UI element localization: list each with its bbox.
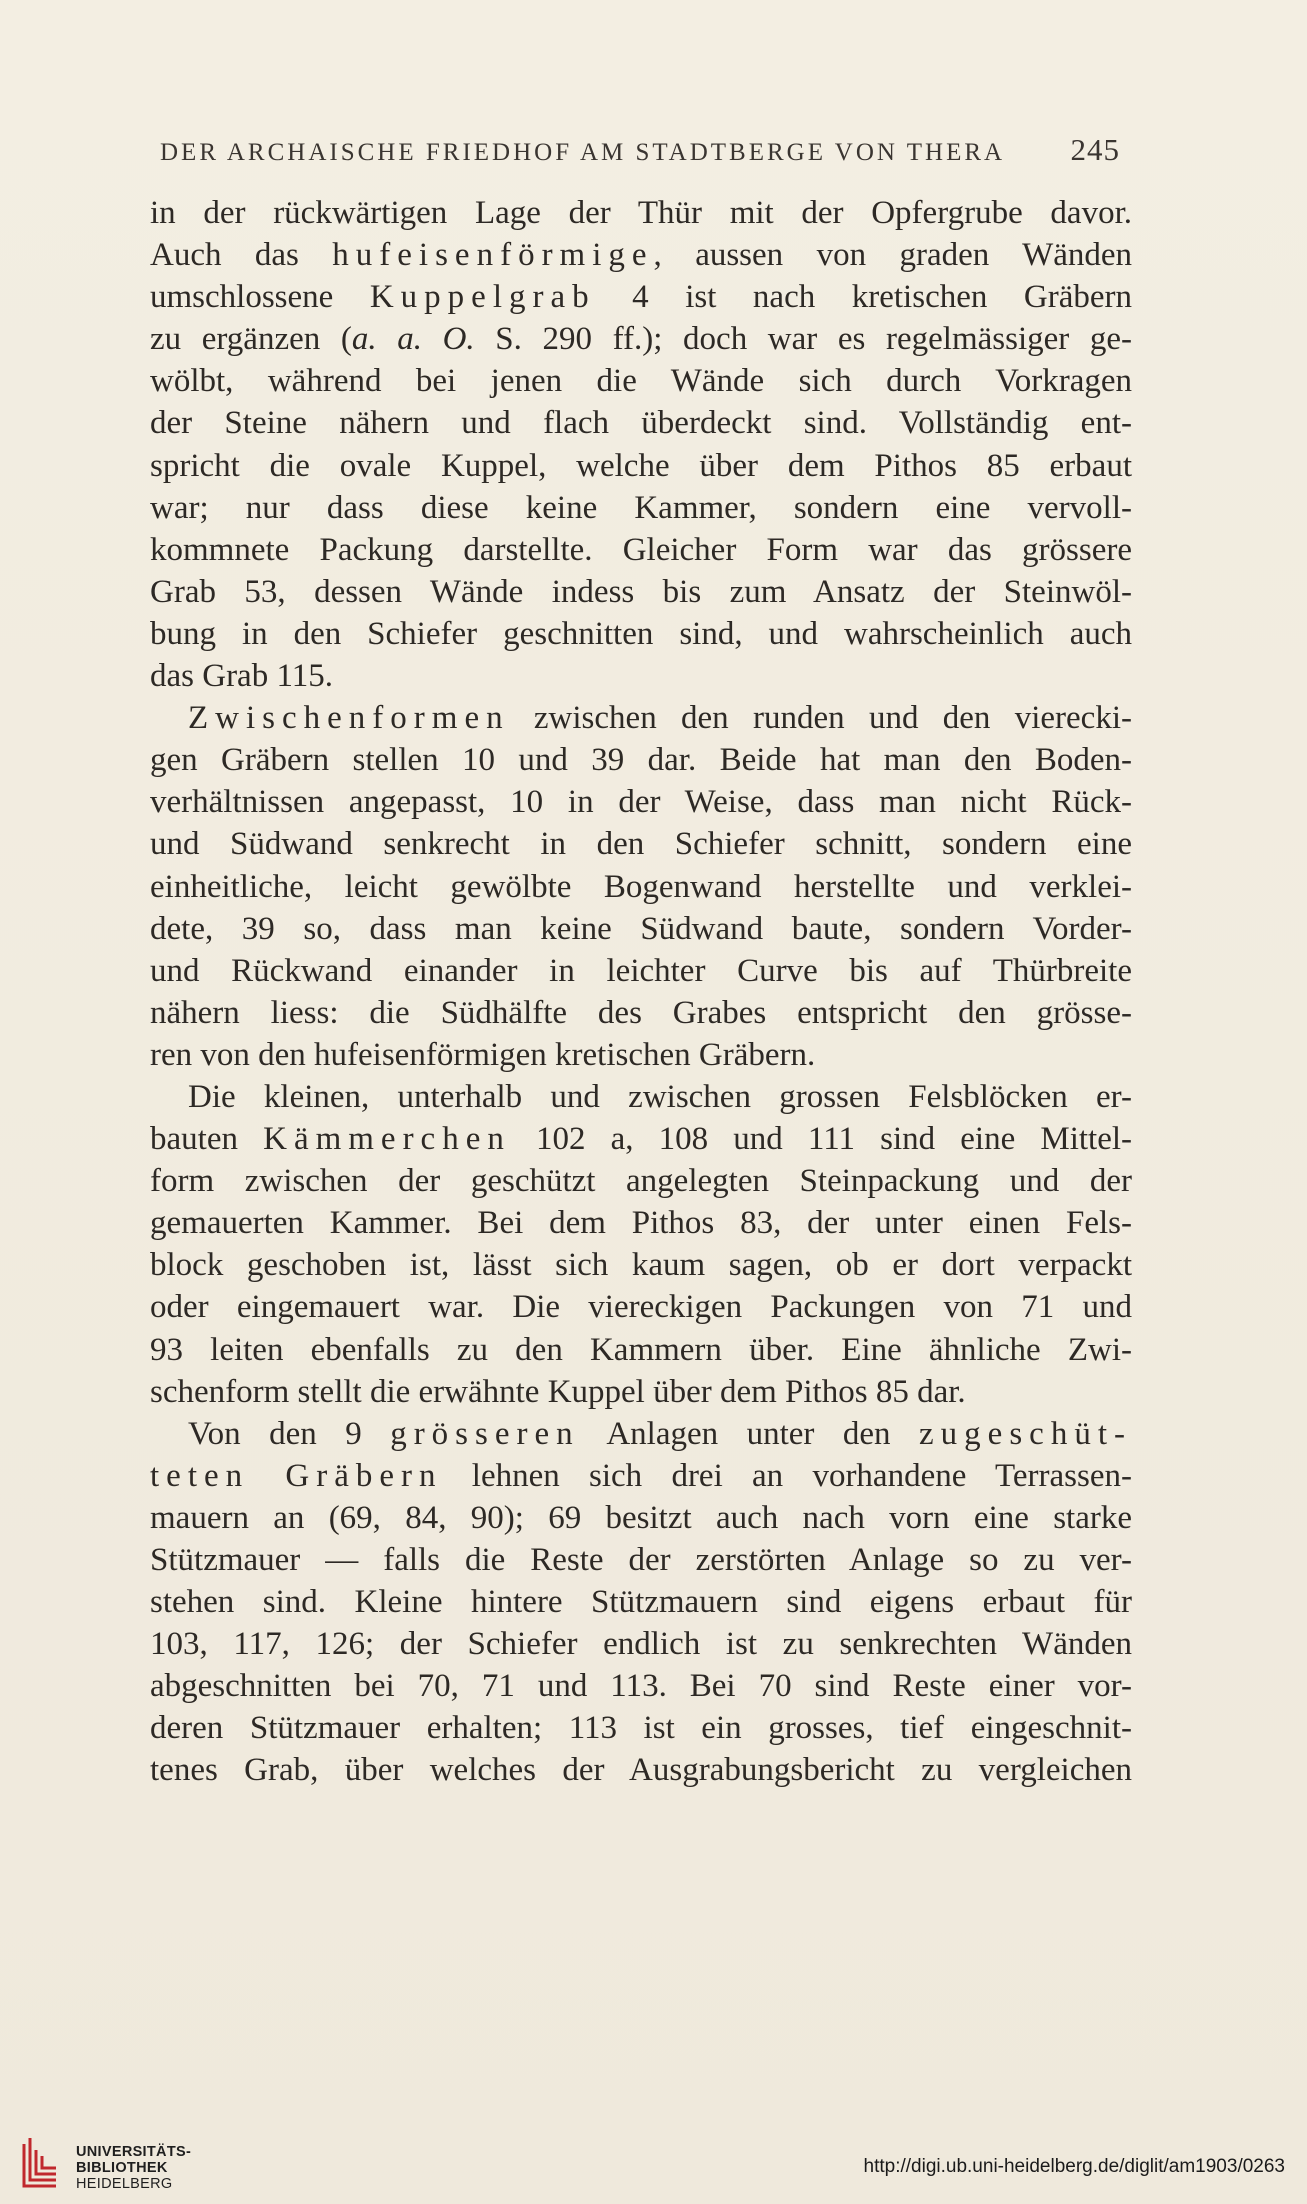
text-line: tenes Grab, über welches der Ausgrabungsbericht zu vergleichen xyxy=(150,1752,1132,1789)
text-line: und Rückwand einander in leichter Curve bis auf Thürbreite xyxy=(150,952,1132,989)
library-line-1: UNIVERSITÄTS- xyxy=(76,2144,192,2160)
spaced-emphasis: Kuppelgrab xyxy=(369,279,596,316)
text-line: bung in den Schiefer geschnitten sind, und wahrscheinlich auch xyxy=(150,615,1132,652)
text-line: und Südwand senkrecht in den Schiefer schnitt, sondern eine xyxy=(150,826,1132,863)
text-line: ren von den hufeisenförmigen kretischen Gräbern. xyxy=(150,1036,816,1073)
text-line: nähern liess: die Südhälfte des Grabes entspricht den grösse- xyxy=(150,994,1132,1031)
body-text xyxy=(150,192,1132,1792)
text-line: Auch das hufeisenförmige, aussen von graden Wänden xyxy=(150,237,1133,274)
library-line-3: HEIDELBERG xyxy=(76,2176,173,2192)
spaced-emphasis: Kämmerchen xyxy=(263,1121,511,1158)
text-line: teten Gräbern lehnen sich drei an vorhandene Terrassen- xyxy=(150,1457,1132,1494)
text-line: umschlossene Kuppelgrab 4 ist nach kretischen Gräbern xyxy=(150,279,1132,316)
text-line: der Steine nähern und flach überdeckt sind. Vollständig ent- xyxy=(150,405,1132,442)
spaced-emphasis: hufeisenförmige xyxy=(332,237,654,274)
text-line: deren Stützmauer erhalten; 113 ist ein grosses, tief eingeschnit- xyxy=(150,1710,1132,1747)
text-line: block geschoben ist, lässt sich kaum sagen, ob er dort verpackt xyxy=(150,1247,1132,1284)
text-line: gen Gräbern stellen 10 und 39 dar. Beide hat man den Boden- xyxy=(150,742,1132,779)
library-name xyxy=(76,2144,191,2192)
running-title: DER ARCHAISCHE FRIEDHOF AM STADTBERGE VON THERA xyxy=(160,139,1006,166)
source-url[interactable]: http://digi.ub.uni-heidelberg.de/diglit/am1903/0263 xyxy=(863,2156,1285,2177)
text-line: 93 leiten ebenfalls zu den Kammern über. Eine ähnliche Zwi- xyxy=(150,1331,1132,1368)
page-number: 245 xyxy=(1070,132,1120,167)
italic-citation: a. a. O. xyxy=(351,321,475,358)
text-line: verhältnissen angepasst, 10 in der Weise, dass man nicht Rück- xyxy=(150,784,1132,821)
text-line: dete, 39 so, dass man keine Südwand baute, sondern Vorder- xyxy=(150,910,1132,947)
text-line: gemauerten Kammer. Bei dem Pithos 83, der unter einen Fels- xyxy=(150,1205,1132,1242)
spaced-emphasis: teten Gräbern xyxy=(150,1457,443,1494)
spaced-emphasis: Zwischenformen xyxy=(188,700,510,737)
text-line: spricht die ovale Kuppel, welche über dem Pithos 85 erbaut xyxy=(150,447,1132,484)
text-line: war; nur dass diese keine Kammer, sondern eine vervoll- xyxy=(150,489,1132,526)
text-line: 103, 117, 126; der Schiefer endlich ist zu senkrechten Wänden xyxy=(150,1626,1132,1663)
text-line: das Grab 115. xyxy=(150,658,333,695)
text-line: wölbt, während bei jenen die Wände sich durch Vorkragen xyxy=(150,363,1132,400)
text-line: zu ergänzen (a. a. O. S. 290 ff.); doch war es regelmässiger ge- xyxy=(150,321,1133,358)
text-line: kommnete Packung darstellte. Gleicher Form war das grössere xyxy=(150,531,1132,568)
text-line: mauern an (69, 84, 90); 69 besitzt auch nach vorn eine starke xyxy=(150,1499,1132,1536)
text-line: einheitliche, leicht gewölbte Bogenwand herstellte und verklei- xyxy=(150,868,1132,905)
text-line: Die kleinen, unterhalb und zwischen grossen Felsblöcken er- xyxy=(188,1078,1132,1115)
text-line: bauten Kämmerchen 102 a, 108 und 111 sind eine Mittel- xyxy=(150,1121,1133,1158)
text-line: Grab 53, dessen Wände indess bis zum Ansatz der Steinwöl- xyxy=(150,573,1132,610)
library-line-2: BIBLIOTHEK xyxy=(76,2160,168,2176)
library-logo-icon xyxy=(18,2134,62,2194)
text-line: Von den 9 grösseren Anlagen unter den zugeschüt- xyxy=(188,1415,1132,1452)
text-line: in der rückwärtigen Lage der Thür mit der Opfergrube davor. xyxy=(150,195,1132,231)
text-line: abgeschnitten bei 70, 71 und 113. Bei 70 sind Reste einer vor- xyxy=(150,1668,1132,1705)
text-line: schenform stellt die erwähnte Kuppel über dem Pithos 85 dar. xyxy=(150,1373,966,1410)
text-line: stehen sind. Kleine hintere Stützmauern sind eigens erbaut für xyxy=(150,1584,1132,1621)
text-line: Stützmauer — falls die Reste der zerstörten Anlage so zu ver- xyxy=(150,1542,1132,1578)
text-line: Zwischenformen zwischen den runden und den vierecki- xyxy=(188,700,1132,737)
running-header xyxy=(160,132,1120,168)
spaced-emphasis: zugeschüt- xyxy=(919,1415,1132,1452)
text-line: form zwischen der geschützt angelegten Steinpackung und der xyxy=(150,1163,1132,1200)
text-line: oder eingemauert war. Die viereckigen Packungen von 71 und xyxy=(150,1289,1132,1326)
footer xyxy=(0,2130,1307,2204)
spaced-emphasis: grösseren xyxy=(390,1415,580,1452)
